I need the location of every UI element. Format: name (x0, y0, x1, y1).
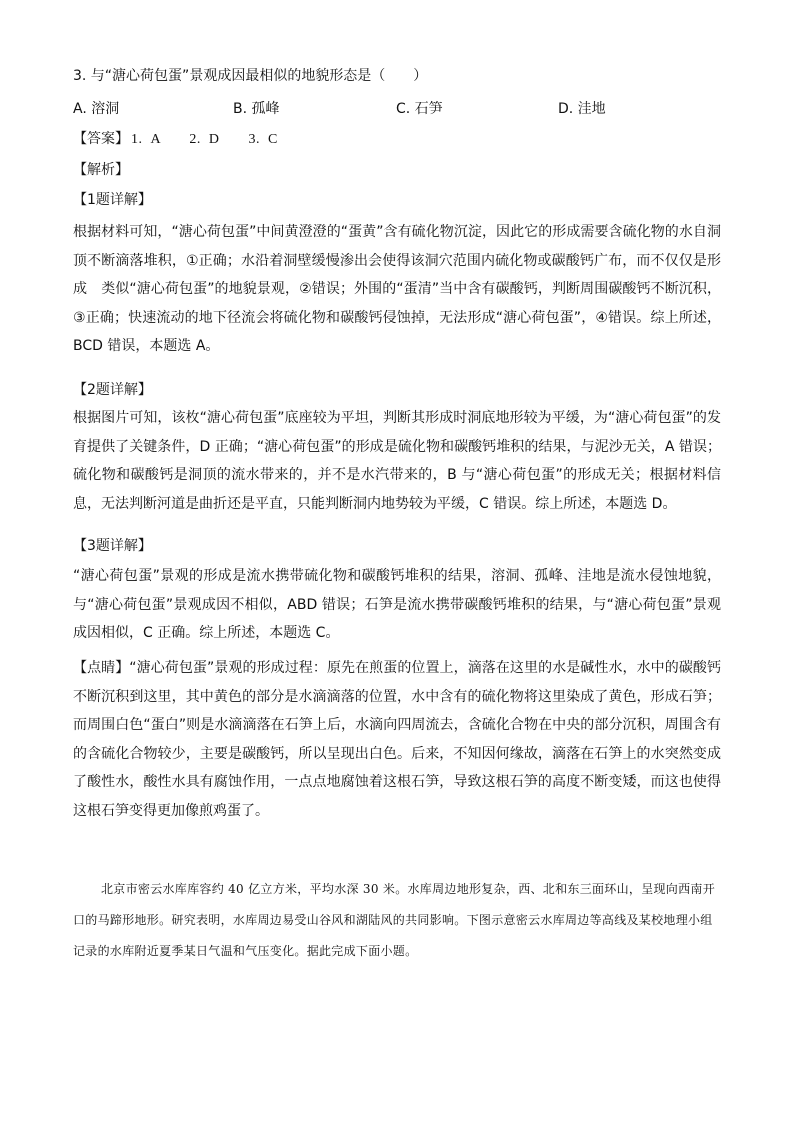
highlight-body: 【点睛】“溏心荷包蛋”景观的形成过程：原先在煎蛋的位置上，滴落在这里的水是碱性水，水中的碳酸钙不断沉积到这里，其中黄色的部分是水滴滴落的位置，水中含有的硫化物将这里染成了黄色，形成石笋；而周围白色“蛋白”则是水滴滴落在石笋上后，水滴向四周流去，含硫化合物在中央的部分沉积，周围含有的含硫化合物较少，主要是碳酸钙，所以呈现出白色。后来，不知因何缘故，滴落在石笋上的水突然变成了酸性水，酸性水具有腐蚀作用，一点点地腐蚀着这根石笋，导致这根石笋的高度不断变矮，而这也使得这根石笋变得更加像煎鸡蛋了。 (73, 660, 721, 819)
question-3-options (73, 99, 713, 119)
detail-1-heading: 【1题详解】 (73, 192, 152, 208)
material-paragraph: 北京市密云水库库容约 40 亿立方米，平均水深 30 米。水库周边地形复杂，西、北和东三面环山，呈现向西南开口的马蹄形地形。研究表明，水库周边易受山谷风和湖陆风的共同影响。下图示意密云水库周边等高线及某校地理小组记录的水库附近夏季某日气温和气压变化。据此完成下面小题。 (73, 882, 716, 958)
answer-values: 1. A 2. D 3. C (131, 132, 278, 147)
analysis-heading: 【解析】 (73, 162, 129, 178)
detail-3-heading: 【3题详解】 (73, 538, 152, 554)
option-c: C. 石笋 (396, 101, 443, 117)
answer-line (73, 129, 278, 150)
detail-2-body: 根据图片可知，该枚“溏心荷包蛋”底座较为平坦，判断其形成时洞底地形较为平缓，为“溏心荷包蛋”的发育提供了关键条件，D 正确；“溏心荷包蛋”的形成是硫化物和碳酸钙堆积的结果，与泥沙无关，A 错误；硫化物和碳酸钙是洞顶的流水带来的，并不是水汽带来的，B 与“溏心荷包蛋”的形成无关；根据材料信息，无法判断河道是曲折还是平直，只能判断洞内地势较为平缓，C 错误。综上所述，本题选 D。 (73, 410, 721, 512)
option-b: B. 孤峰 (233, 101, 280, 117)
option-d: D. 洼地 (558, 101, 606, 117)
detail-1-body: 根据材料可知，“溏心荷包蛋”中间黄澄澄的“蛋黄”含有硫化物沉淀，因此它的形成需要含硫化物的水自洞顶不断滴落堆积，①正确；水沿着洞壁缓慢渗出会使得该洞穴范围内硫化物或碳酸钙广布，而不仅仅是形成 类似“溏心荷包蛋”的地貌景观，②错误；外围的“蛋清”当中含有碳酸钙，判断周围碳酸钙不断沉积，③正确；快速流动的地下径流会将硫化物和碳酸钙侵蚀掉，无法形成“溏心荷包蛋”，④错误。综上所述，BCD 错误，本题选 A。 (73, 224, 721, 355)
question-3-stem: 3. 与“溏心荷包蛋”景观成因最相似的地貌形态是（ ） (73, 68, 428, 84)
option-a: A. 溶洞 (73, 101, 120, 117)
answer-label: 【答案】 (73, 131, 129, 147)
detail-3-body: “溏心荷包蛋”景观的形成是流水携带硫化物和碳酸钙堆积的结果，溶洞、孤峰、洼地是流水侵蚀地貌，与“溏心荷包蛋”景观成因不相似，ABD 错误；石笋是流水携带碳酸钙堆积的结果，与“溏心荷包蛋”景观成因相似，C 正确。综上所述，本题选 C。 (73, 568, 721, 642)
detail-2-heading: 【2题详解】 (73, 382, 152, 398)
